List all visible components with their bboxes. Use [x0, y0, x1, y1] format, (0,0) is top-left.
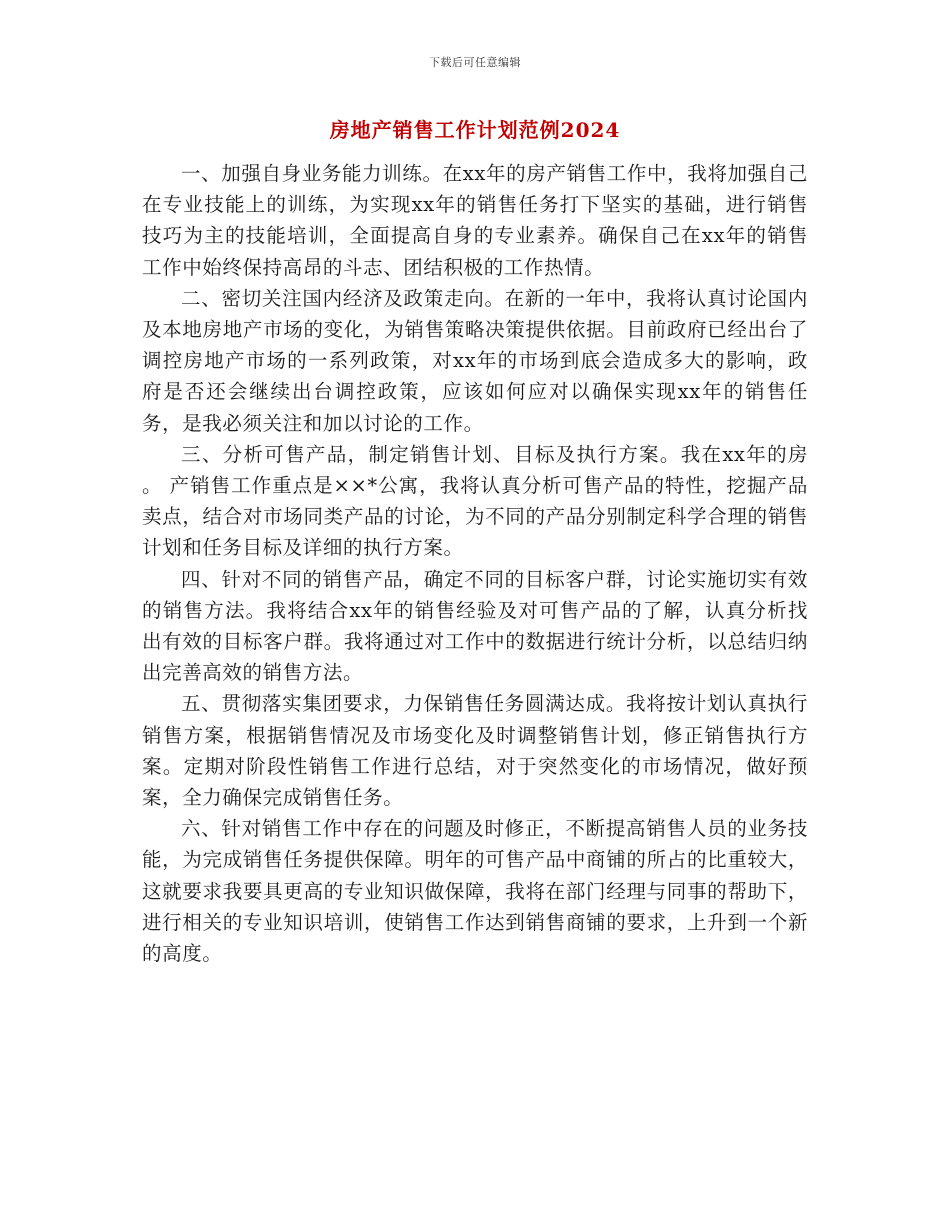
paragraph-3: 三、分析可售产品，制定销售计划、目标及执行方案。我在xx年的房 。 产销售工作重点是××*公寓，我将认真分析可售产品的特性，挖掘产品卖点，结合对市场同类产品的讨论，为不同的产品分别制定科学合理的销售计划和任务目标及详细的执行方案。 — [142, 442, 808, 560]
document-body — [142, 158, 808, 969]
paragraph-6: 六、针对销售工作中存在的问题及时修正，不断提高销售人员的业务技能，为完成销售任务提供保障。明年的可售产品中商铺的所占的比重较大，这就要求我要具更高的专业知识做保障，我将在部门经理与同事的帮助下，进行相关的专业知识培训，使销售工作达到销售商铺的要求，上升到一个新的高度。 — [142, 817, 808, 966]
paragraph-5: 五、贯彻落实集团要求，力保销售任务圆满达成。我将按计划认真执行销售方案，根据销售情况及市场变化及时调整销售计划，修正销售执行方案。定期对阶段性销售工作进行总结，对于突然变化的市场情况，做好预案，全力确保完成销售任务。 — [142, 692, 808, 810]
paragraph-4: 四、针对不同的销售产品，确定不同的目标客户群，讨论实施切实有效的销售方法。我将结合xx年的销售经验及对可售产品的了解，认真分析找出有效的目标客户群。我将通过对工作中的数据进行统计分析，以总结归纳出完善高效的销售方法。 — [142, 567, 808, 685]
paragraph-1: 一、加强自身业务能力训练。在xx年的房产销售工作中，我将加强自己在专业技能上的训练，为实现xx年的销售任务打下坚实的基础，进行销售技巧为主的技能培训，全面提高自身的专业素养。确保自己在xx年的销售工作中始终保持高昂的斗志、团结积极的工作热情。 — [142, 162, 808, 279]
header-note: 下载后可任意编辑 — [429, 56, 521, 69]
paragraph-2: 二、密切关注国内经济及政策走向。在新的一年中，我将认真讨论国内及本地房地产市场的变化，为销售策略决策提供依据。目前政府已经出台了调控房地产市场的一系列政策，对xx年的市场到底会造成多大的影响，政府是否还会继续出台调控政策，应该如何应对以确保实现xx年的销售任务，是我必须关注和加以讨论的工作。 — [142, 286, 808, 435]
document-title: 房地产销售工作计划范例2024 — [329, 118, 621, 142]
